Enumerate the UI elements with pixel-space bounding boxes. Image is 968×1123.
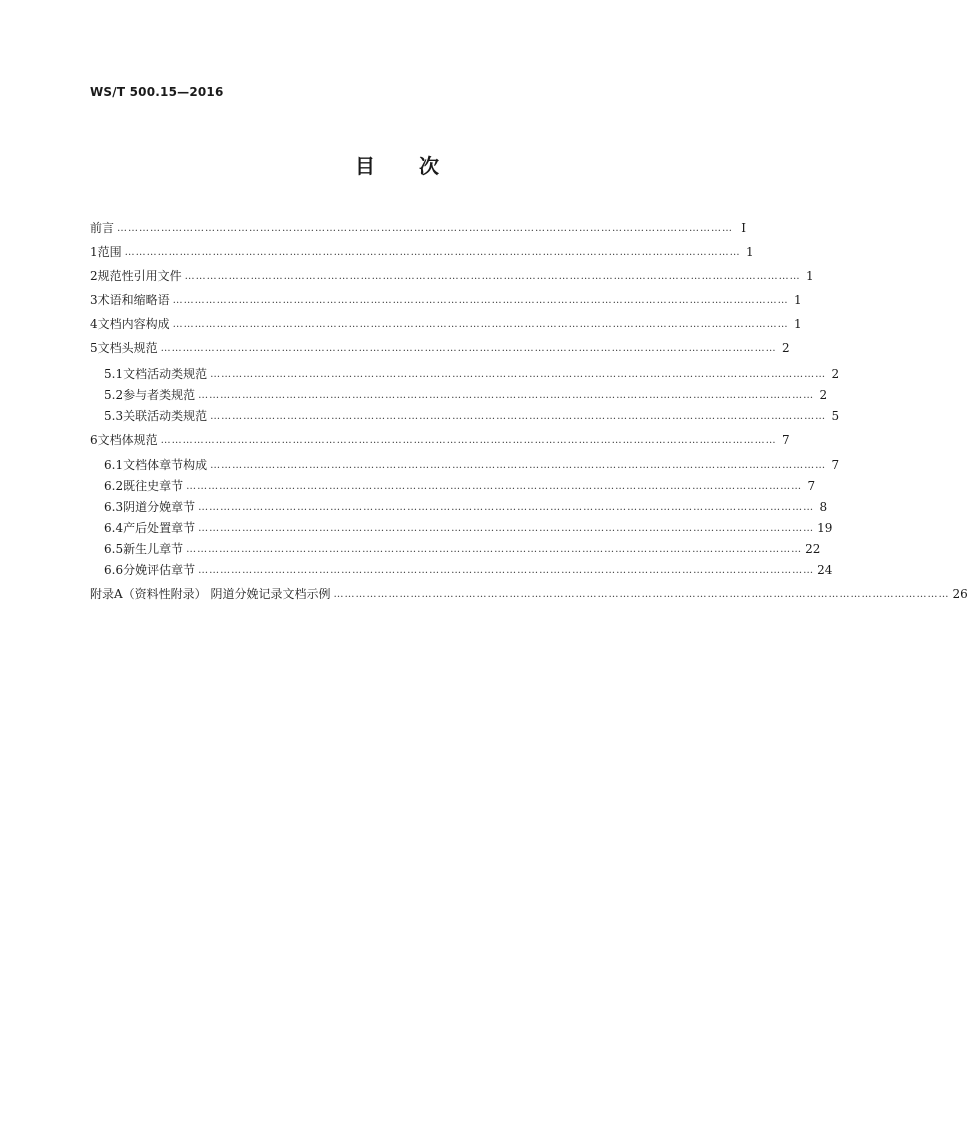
- toc-entry-foreword[interactable]: [90, 216, 747, 236]
- toc-label: 规范性引用文件: [97, 269, 182, 283]
- toc-page: 22: [805, 542, 821, 556]
- toc-page: 1: [746, 245, 754, 259]
- toc-label: 附录A（资料性附录） 阴道分娩记录文档示例: [90, 587, 331, 601]
- toc-leader: ……………………………………………………………………………………………………………………………………………………: [210, 411, 827, 422]
- toc-entry-5[interactable]: [90, 336, 790, 356]
- toc-label: 术语和缩略语: [97, 293, 170, 307]
- toc-number: 1: [90, 245, 98, 259]
- toc-leader: ……………………………………………………………………………………………………………………………………………………: [198, 390, 815, 401]
- toc-leader: ……………………………………………………………………………………………………………………………………………………: [198, 502, 815, 513]
- toc-page: 5: [831, 409, 840, 423]
- toc-entry-6-5[interactable]: [104, 537, 821, 557]
- toc-page: 2: [819, 388, 828, 402]
- toc-entry-6[interactable]: [90, 428, 790, 448]
- toc-number: 5.1: [104, 367, 124, 381]
- toc-page: 8: [819, 500, 828, 514]
- toc-leader: ……………………………………………………………………………………………………………………………………………………: [210, 369, 827, 380]
- toc-page: 7: [831, 458, 840, 472]
- toc-number: 5.2: [104, 388, 124, 402]
- toc-page: Ⅰ: [741, 221, 747, 235]
- toc-entry-6-2[interactable]: [104, 474, 816, 494]
- toc-entry-6-6[interactable]: [104, 558, 833, 578]
- toc-label: 前言: [90, 221, 115, 235]
- toc-entry-5-3[interactable]: [104, 404, 840, 424]
- toc-number: 6.6: [104, 563, 124, 577]
- toc-label: 分娩评估章节: [123, 563, 196, 577]
- toc-label: 关联活动类规范: [123, 409, 208, 423]
- toc-label: 文档内容构成: [97, 317, 170, 331]
- toc-entry-appendix-a[interactable]: [90, 582, 968, 602]
- toc-leader: ……………………………………………………………………………………………………………………………………………………: [172, 319, 789, 330]
- toc-page: 1: [794, 293, 802, 307]
- toc-page: 19: [817, 521, 833, 535]
- toc-number: 2: [90, 269, 98, 283]
- toc-number: 5: [90, 341, 98, 355]
- toc-label: 参与者类规范: [123, 388, 196, 402]
- toc-page: 2: [782, 341, 790, 355]
- toc-number: 6.4: [104, 521, 124, 535]
- toc-entry-5-2[interactable]: [104, 383, 828, 403]
- toc-leader: ……………………………………………………………………………………………………………………………………………………: [186, 481, 803, 492]
- toc-number: 6.5: [104, 542, 124, 556]
- toc-entry-2[interactable]: [90, 264, 814, 284]
- toc-leader: ……………………………………………………………………………………………………………………………………………………: [210, 460, 827, 471]
- page-title: [0, 150, 794, 179]
- toc-leader: ……………………………………………………………………………………………………………………………………………………: [198, 565, 815, 576]
- toc-leader: ……………………………………………………………………………………………………………………………………………………: [186, 544, 803, 555]
- toc-page: 26: [952, 587, 968, 601]
- toc-leader: ……………………………………………………………………………………………………………………………………………………: [184, 271, 801, 282]
- toc-label: 既往史章节: [123, 479, 184, 493]
- toc-label: 范围: [97, 245, 122, 259]
- toc-entry-5-1[interactable]: [104, 362, 840, 382]
- toc-page: 7: [807, 479, 816, 493]
- toc-leader: ……………………………………………………………………………………………………………………………………………………: [333, 589, 950, 600]
- title-char-2: 次: [419, 154, 439, 178]
- toc-page: 24: [817, 563, 833, 577]
- toc-entry-4[interactable]: [90, 312, 802, 332]
- toc-leader: ……………………………………………………………………………………………………………………………………………………: [172, 295, 789, 306]
- toc-label: 文档头规范: [97, 341, 158, 355]
- toc-number: 3: [90, 293, 98, 307]
- toc-label: 文档体章节构成: [123, 458, 208, 472]
- toc-number: 6.2: [104, 479, 124, 493]
- toc-label: 文档体规范: [97, 433, 158, 447]
- toc-number: 4: [90, 317, 98, 331]
- standard-number: WS/T 500.15—2016: [90, 85, 224, 99]
- toc-leader: ……………………………………………………………………………………………………………………………………………………: [160, 435, 777, 446]
- toc-entry-6-1[interactable]: [104, 453, 840, 473]
- toc-label: 文档活动类规范: [123, 367, 208, 381]
- toc-entry-3[interactable]: [90, 288, 802, 308]
- toc-entry-1[interactable]: [90, 240, 754, 260]
- toc-label: 新生儿章节: [123, 542, 184, 556]
- toc-leader: ……………………………………………………………………………………………………………………………………………………: [124, 247, 741, 258]
- title-char-1: 目: [355, 154, 375, 178]
- toc-number: 5.3: [104, 409, 124, 423]
- toc-label: 产后处置章节: [123, 521, 196, 535]
- toc-page: 1: [806, 269, 814, 283]
- toc-page: 1: [794, 317, 802, 331]
- toc-page: 7: [782, 433, 790, 447]
- toc-entry-6-3[interactable]: [104, 495, 828, 515]
- toc-number: 6.3: [104, 500, 124, 514]
- toc-label: 阴道分娩章节: [123, 500, 196, 514]
- toc-leader: ……………………………………………………………………………………………………………………………………………………: [160, 343, 777, 354]
- toc-leader: ……………………………………………………………………………………………………………………………………………………: [198, 523, 815, 534]
- toc-leader: ……………………………………………………………………………………………………………………………………………………: [117, 223, 734, 234]
- toc-page: 2: [831, 367, 840, 381]
- toc-number: 6.1: [104, 458, 124, 472]
- toc-entry-6-4[interactable]: [104, 516, 833, 536]
- toc-number: 6: [90, 433, 98, 447]
